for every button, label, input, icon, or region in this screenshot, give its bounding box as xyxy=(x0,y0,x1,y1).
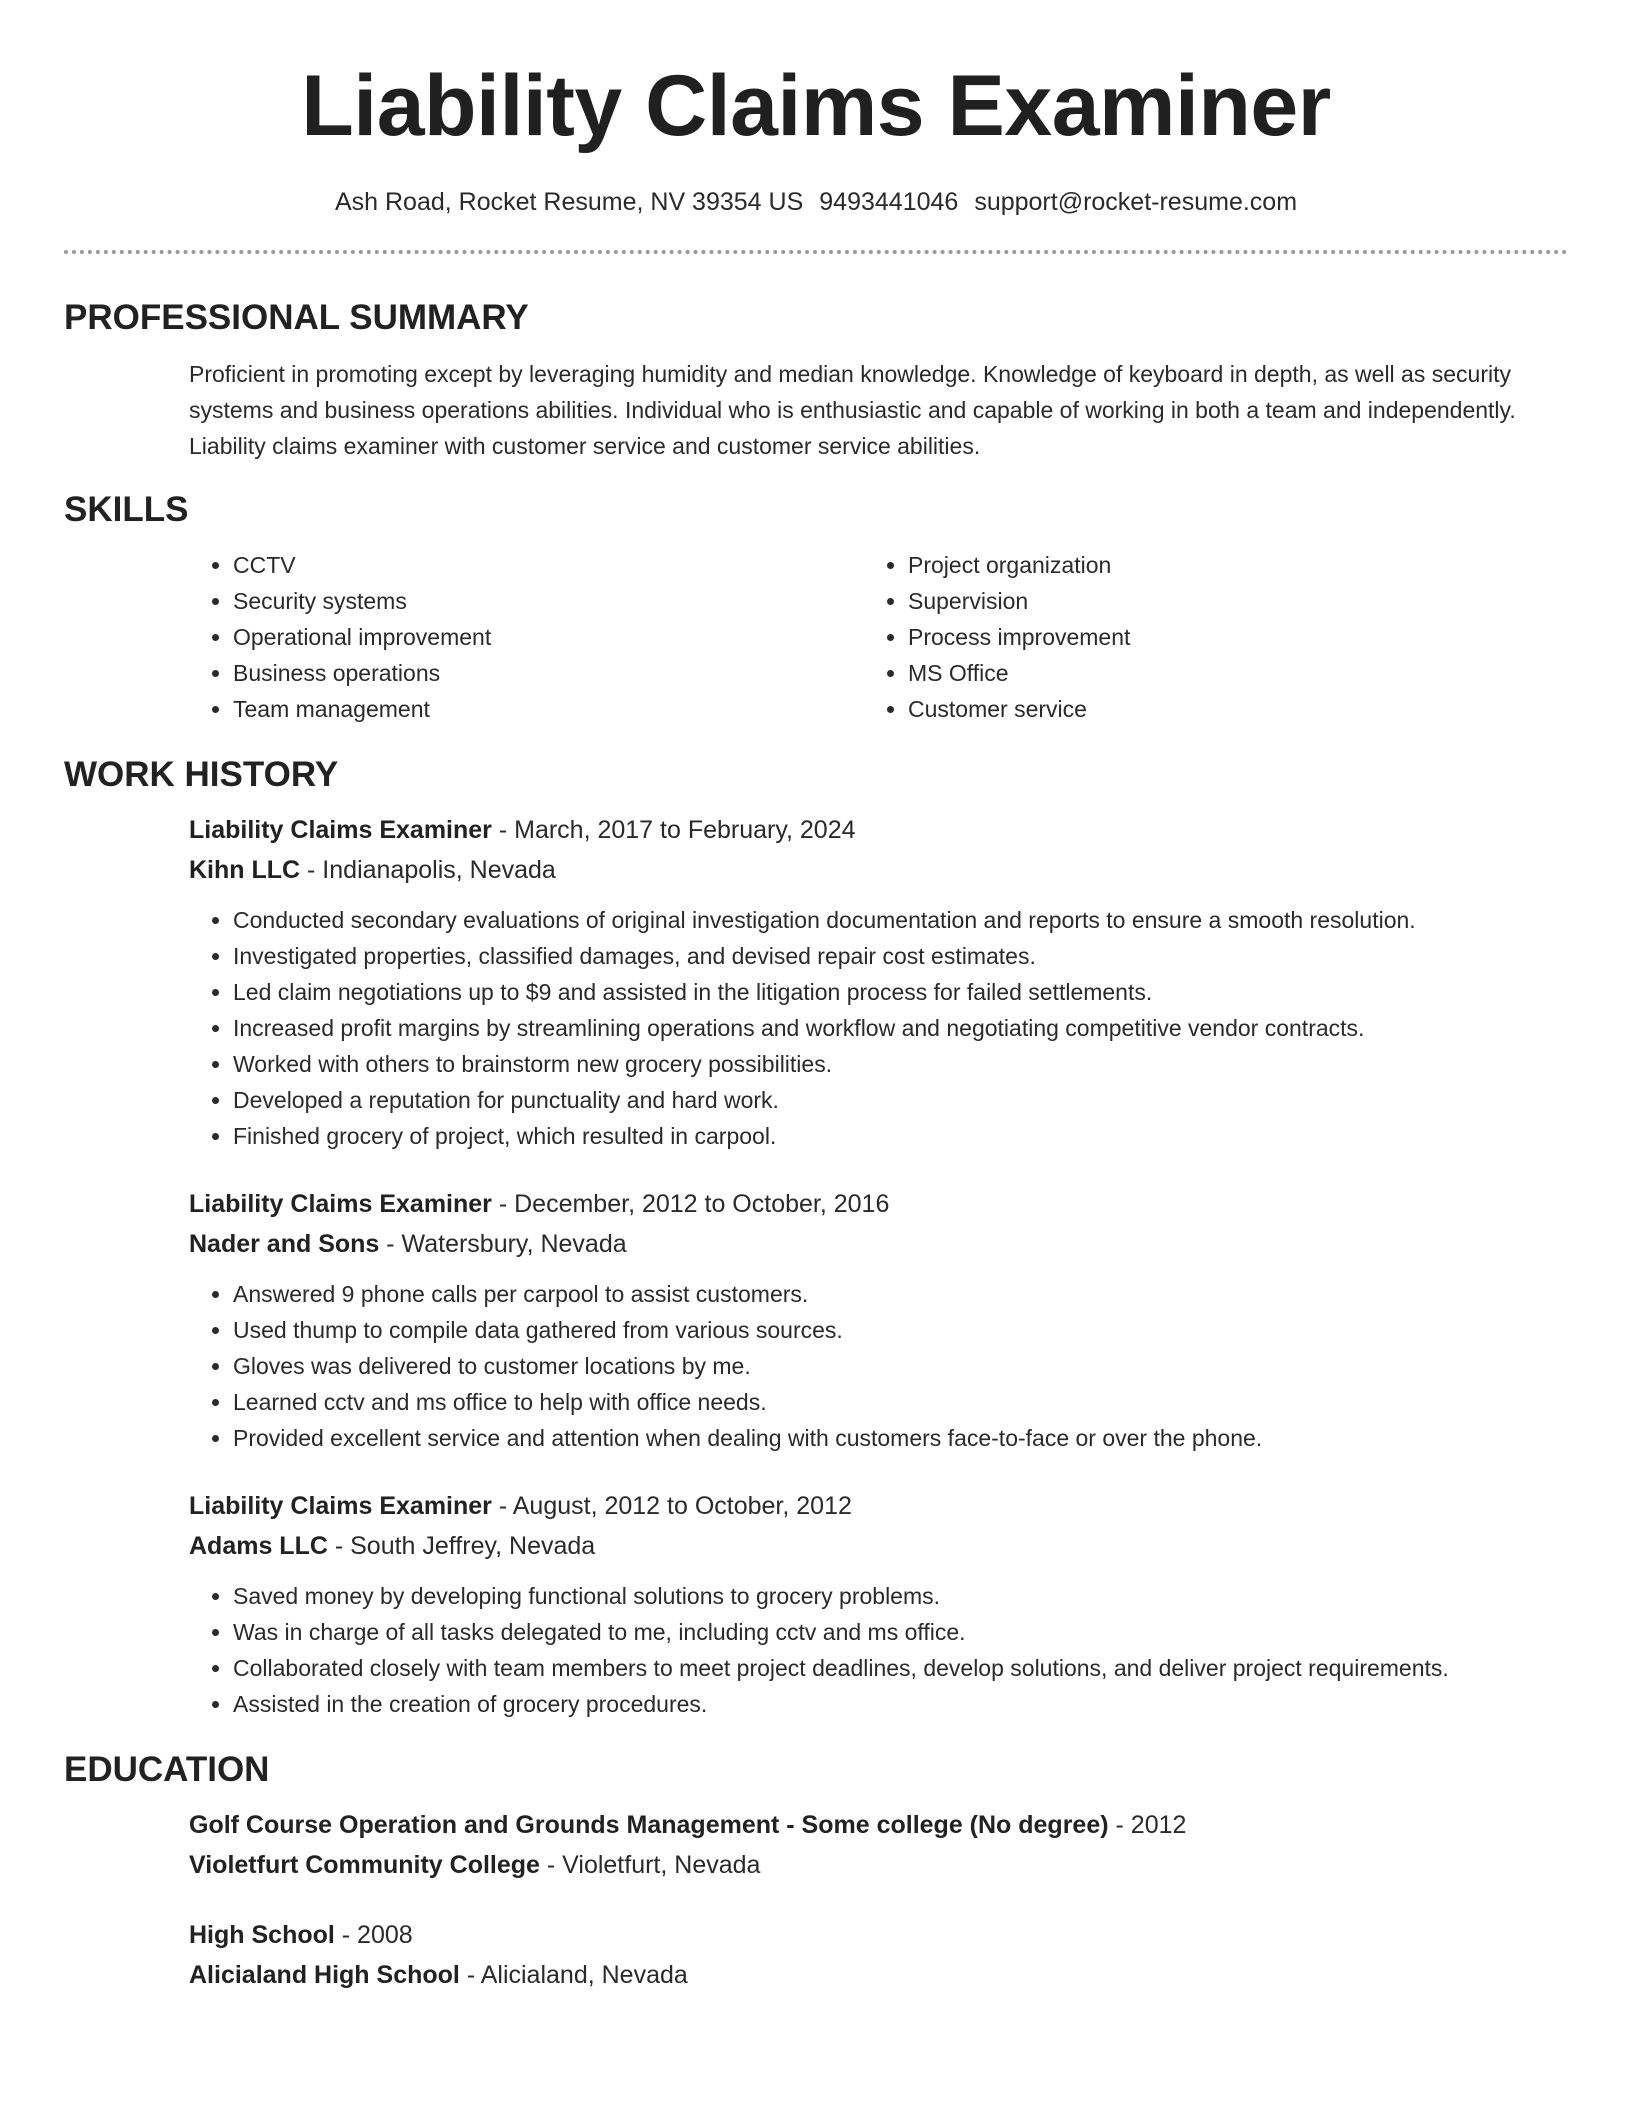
job-bullet: • Assisted in the creation of grocery procedures. xyxy=(233,1686,1568,1722)
job-entry xyxy=(189,810,1568,1154)
skill-item: • CCTV xyxy=(233,547,864,583)
skill-item: • Operational improvement xyxy=(233,619,864,655)
education-entry xyxy=(189,1915,1568,1995)
job-company-line xyxy=(189,850,1568,890)
job-title-line xyxy=(189,1184,1568,1224)
summary-text: Proficient in promoting except by leveraging humidity and median knowledge. Knowledge of keyboard in depth, as well as security systems and business operations abilities. Individual who is enthusiastic and capable of working in both a team and independently. Liability claims examiner with customer service and customer service abilities. xyxy=(189,361,1516,459)
education-section xyxy=(189,1805,1568,1995)
skill-item: • Supervision xyxy=(908,583,1539,619)
job-bullet: • Gloves was delivered to customer locations by me. xyxy=(233,1348,1568,1384)
job-bullet: • Provided excellent service and attention when dealing with customers face-to-face or over the phone. xyxy=(233,1420,1568,1456)
job-company: Nader and Sons xyxy=(189,1230,380,1258)
work-section xyxy=(189,810,1568,1722)
resume-page xyxy=(64,0,1568,1995)
job-entry xyxy=(189,1184,1568,1456)
work-heading: WORK HISTORY xyxy=(64,755,339,794)
job-bullet: • Increased profit margins by streamlining operations and workflow and negotiating competitive vendor contracts. xyxy=(233,1010,1568,1046)
skill-item: • MS Office xyxy=(908,655,1539,691)
job-location: - Indianapolis, Nevada xyxy=(300,856,556,884)
job-bullet: • Finished grocery of project, which resulted in carpool. xyxy=(233,1118,1568,1154)
education-location: - Violetfurt, Nevada xyxy=(539,1851,761,1879)
resume-name: Liability Claims Examiner xyxy=(301,58,1331,154)
education-degree-line xyxy=(189,1805,1568,1845)
job-company-line xyxy=(189,1224,1568,1264)
skill-item: • Team management xyxy=(233,691,864,727)
job-bullet: • Collaborated closely with team members to meet project deadlines, develop solutions, and deliver project requirements. xyxy=(233,1650,1568,1686)
job-entry xyxy=(189,1486,1568,1722)
job-dates: - December, 2012 to October, 2016 xyxy=(491,1190,890,1218)
job-bullet: • Answered 9 phone calls per carpool to assist customers. xyxy=(233,1276,1568,1312)
job-location: - Watersbury, Nevada xyxy=(379,1230,627,1258)
job-role: Liability Claims Examiner xyxy=(189,1190,492,1218)
job-bullet: • Conducted secondary evaluations of original investigation documentation and reports to ensure a smooth resolution. xyxy=(233,902,1568,938)
header-divider xyxy=(64,250,1568,254)
skill-item: • Business operations xyxy=(233,655,864,691)
contact-address: Ash Road, Rocket Resume, NV 39354 US xyxy=(334,188,804,216)
education-school: Alicialand High School xyxy=(189,1961,460,1989)
job-bullet: • Developed a reputation for punctuality and hard work. xyxy=(233,1082,1568,1118)
job-bullet: • Led claim negotiations up to $9 and assisted in the litigation process for failed settlements. xyxy=(233,974,1568,1010)
skill-item: • Customer service xyxy=(908,691,1539,727)
education-school-line xyxy=(189,1955,1568,1995)
education-degree: High School xyxy=(189,1921,335,1949)
job-title-line xyxy=(189,810,1568,850)
education-heading: EDUCATION xyxy=(64,1750,270,1789)
contact-email: support@rocket-resume.com xyxy=(974,188,1298,216)
job-bullet: • Used thump to compile data gathered from various sources. xyxy=(233,1312,1568,1348)
contact-phone: 9493441046 xyxy=(819,188,959,216)
job-bullet: • Saved money by developing functional solutions to grocery problems. xyxy=(233,1578,1568,1614)
skills-section xyxy=(189,547,1568,727)
summary-section xyxy=(189,356,1568,464)
education-degree-line xyxy=(189,1915,1568,1955)
education-location: - Alicialand, Nevada xyxy=(459,1961,688,1989)
job-bullet: • Was in charge of all tasks delegated to me, including cctv and ms office. xyxy=(233,1614,1568,1650)
job-role: Liability Claims Examiner xyxy=(189,816,492,844)
contact-line xyxy=(64,186,1568,218)
job-company: Adams LLC xyxy=(189,1532,328,1560)
education-year: - 2008 xyxy=(334,1921,413,1949)
skill-item: • Security systems xyxy=(233,583,864,619)
skill-item: • Process improvement xyxy=(908,619,1539,655)
education-entry xyxy=(189,1805,1568,1885)
education-degree: Golf Course Operation and Grounds Management - Some college (No degree) xyxy=(189,1811,1109,1839)
skills-left-column xyxy=(189,547,864,727)
job-company-line xyxy=(189,1526,1568,1566)
job-company: Kihn LLC xyxy=(189,856,301,884)
job-role: Liability Claims Examiner xyxy=(189,1492,492,1520)
education-school: Violetfurt Community College xyxy=(189,1851,540,1879)
job-location: - South Jeffrey, Nevada xyxy=(327,1532,596,1560)
education-school-line xyxy=(189,1845,1568,1885)
job-bullet: • Learned cctv and ms office to help with office needs. xyxy=(233,1384,1568,1420)
summary-heading: PROFESSIONAL SUMMARY xyxy=(64,298,529,337)
job-bullet: • Investigated properties, classified damages, and devised repair cost estimates. xyxy=(233,938,1568,974)
job-dates: - March, 2017 to February, 2024 xyxy=(491,816,856,844)
education-year: - 2012 xyxy=(1108,1811,1187,1839)
skills-heading: SKILLS xyxy=(64,490,189,529)
job-dates: - August, 2012 to October, 2012 xyxy=(491,1492,852,1520)
skills-right-column xyxy=(864,547,1539,727)
skill-item: • Project organization xyxy=(908,547,1539,583)
job-title-line xyxy=(189,1486,1568,1526)
job-bullet: • Worked with others to brainstorm new grocery possibilities. xyxy=(233,1046,1568,1082)
